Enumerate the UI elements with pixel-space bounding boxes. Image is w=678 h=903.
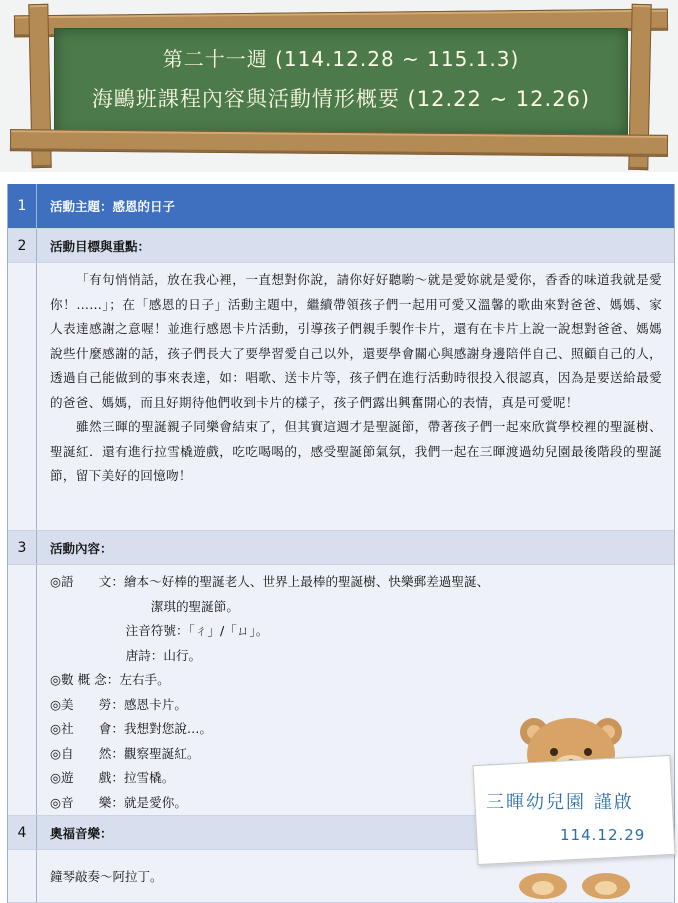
table-row [8,184,674,229]
table-row [8,531,674,565]
list-item: ◎美 勞：感恩卡片。 [50,696,187,712]
list-item: ◎數 概 念：左右手。 [50,672,170,687]
goals-content [37,263,674,530]
goals-paragraph-2: 雖然三暉的聖誕親子同樂會結束了，但其實這週才是聖誕節，帶著孩子們一起來欣賞學校裡的聖誕樹、聖誕紅．還有進行拉雪橇遊戲，吃吃喝喝的，感受聖誕節氣氛，我們一起在三暉渡過幼兒園最後階段的聖誕節，留下美好的回憶吻！ [50,419,662,483]
sign-date: 114.12.29 [560,826,646,844]
row-number-empty [8,850,37,902]
row-number: 3 [8,531,37,564]
table-row [8,263,674,531]
goals-heading: 活動目標與重點： [50,238,151,254]
wood-plank-bottom [10,129,668,157]
sign-school-name: 三暉幼兒園 謹啟 [486,792,634,813]
list-item: 唐詩：山行。 [50,647,202,663]
list-item: ◎自 然：觀察聖誕紅。 [50,745,200,761]
row-number: 2 [8,229,37,262]
row-number-empty [8,263,37,530]
table-row [8,229,674,263]
list-item: ◎社 會：我想對您說…。 [50,721,213,736]
row-number: 1 [8,184,37,228]
orff-music-heading: 奧福音樂： [50,825,113,841]
list-item: 注音符號：「ㄔ」/「ㄩ」。 [50,623,269,638]
list-item: ◎音 樂：就是愛你。 [50,794,187,810]
goals-paragraph-1: 「有句悄悄話，放在我心裡，一直想對你說，請你好好聽喲～就是愛妳就是愛你，香香的味道我就是愛你！……」；在「感恩的日子」活動主題中，繼續帶領孩子們一起用可愛又溫馨的歌曲來對爸爸、媽媽、家人表達感謝之意喔！並進行感恩卡片活動，引導孩子們親手製作卡片，還有在卡片上說一說想對爸爸、媽媽說些什麼感謝的話，孩子們長大了要學習愛自己以外，還要學會關心與感謝身邊陪伴自己、照顧自己的人，透過自己能做到的事來表達，如：唱歌、送卡片等，孩子們在進行活動時很投入很認真，因為是要送給最愛的爸爸、媽媽，而且好期待他們收到卡片的樣子，孩子們露出興奮開心的表情，真是可愛呢！ [50,272,662,410]
activity-theme: 活動主題：感恩的日子 [50,199,176,214]
row-number-empty [8,565,37,815]
chalkboard [54,28,628,136]
orff-music-content: 鐘琴敲奏～阿拉丁。 [50,869,163,884]
list-item: 潔琪的聖誕節。 [50,598,239,614]
chalkboard-banner [0,0,678,172]
week-title: 第二十一週 (114.12.28 ~ 115.1.3) [162,47,520,71]
list-item: ◎遊 戲：拉雪橇。 [50,770,175,785]
row-number: 4 [8,816,37,849]
class-summary-title: 海鷗班課程內容與活動情形概要 (12.22 ~ 12.26) [91,87,591,111]
content-heading: 活動內容： [50,540,113,556]
list-item: ◎語 文：繪本～好棒的聖誕老人、世界上最棒的聖誕樹、快樂郵差過聖誕、 [50,574,490,589]
